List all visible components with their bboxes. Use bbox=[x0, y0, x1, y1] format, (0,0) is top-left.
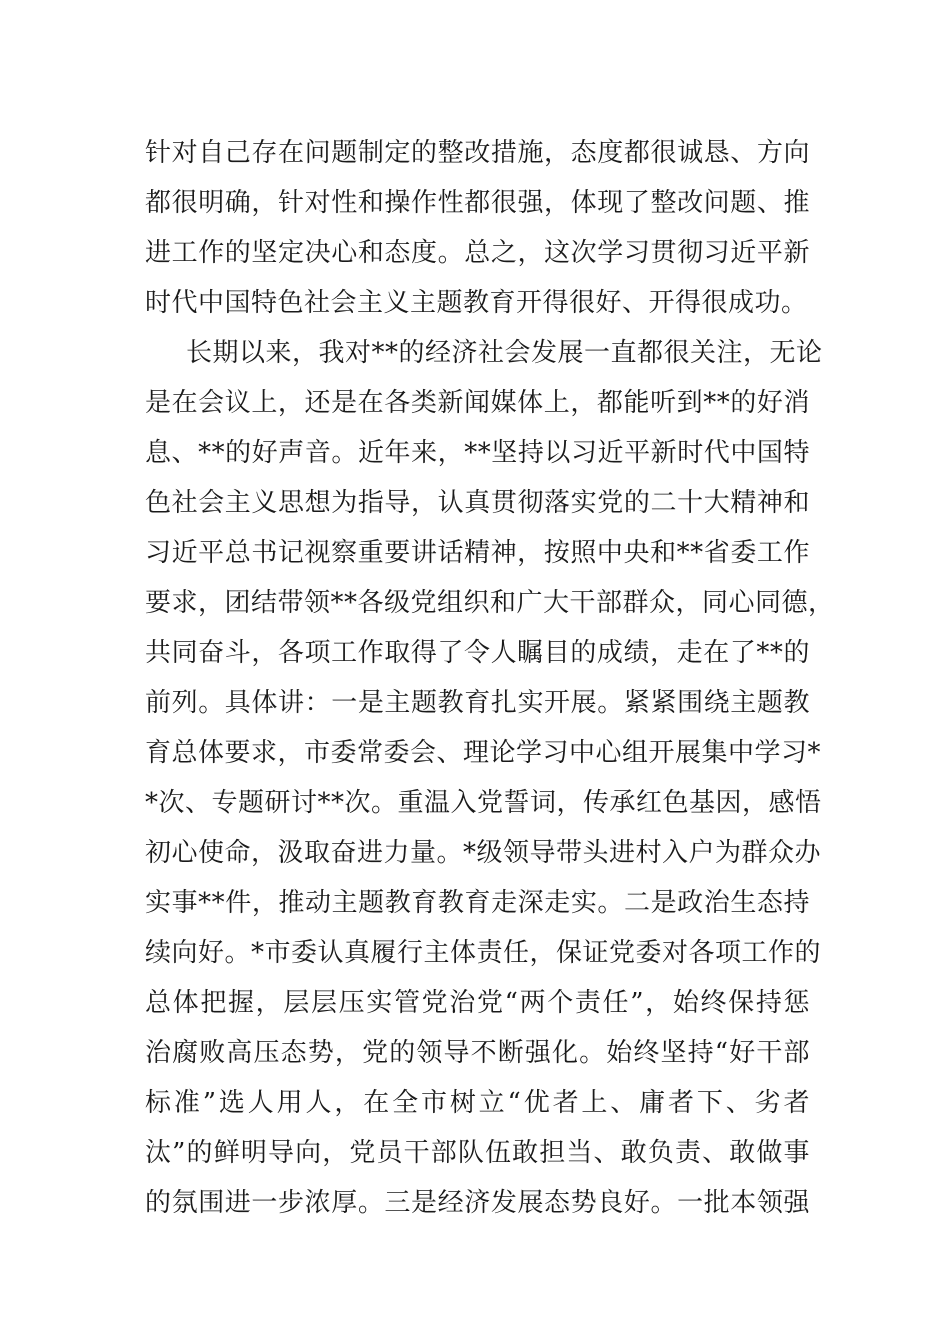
text-line: 是在会议上，还是在各类新闻媒体上，都能听到**的好消 bbox=[145, 388, 810, 418]
text-line: 标准”选人用人，在全市树立“优者上、庸者下、劣者 bbox=[145, 1088, 810, 1118]
text-line: 要求，团结带领**各级党组织和广大干部群众，同心同德， bbox=[145, 588, 835, 618]
text-line: 息、**的好声音。近年来，**坚持以习近平新时代中国特 bbox=[145, 438, 810, 468]
text-line: 初心使命，汲取奋进力量。*级领导带头进村入户为群众办 bbox=[145, 838, 822, 868]
text-line: 的氛围进一步浓厚。三是经济发展态势良好。一批本领强 bbox=[145, 1188, 810, 1218]
text-line: 时代中国特色社会主义主题教育开得很好、开得很成功。 bbox=[145, 288, 808, 318]
text-line: 育总体要求，市委常委会、理论学习中心组开展集中学习* bbox=[145, 738, 822, 768]
text-line: 汰”的鲜明导向，党员干部队伍敢担当、敢负责、敢做事 bbox=[145, 1138, 810, 1168]
text-line: *次、专题研讨**次。重温入党誓词，传承红色基因，感悟 bbox=[145, 788, 822, 818]
text-line: 总体把握，层层压实管党治党“两个责任”，始终保持惩 bbox=[145, 988, 810, 1018]
text-line: 前列。具体讲：一是主题教育扎实开展。紧紧围绕主题教 bbox=[145, 688, 810, 718]
paragraph-first-line: 长期以来，我对**的经济社会发展一直都很关注，无论 bbox=[186, 338, 823, 368]
text-line: 都很明确，针对性和操作性都很强，体现了整改问题、推 bbox=[145, 188, 810, 218]
text-line: 进工作的坚定决心和态度。总之，这次学习贯彻习近平新 bbox=[145, 238, 810, 268]
text-line: 续向好。*市委认真履行主体责任，保证党委对各项工作的 bbox=[145, 938, 822, 968]
text-line: 针对自己存在问题制定的整改措施，态度都很诚恳、方向 bbox=[145, 138, 810, 168]
text-line: 色社会主义思想为指导，认真贯彻落实党的二十大精神和 bbox=[145, 488, 810, 518]
text-line: 习近平总书记视察重要讲话精神，按照中央和**省委工作 bbox=[145, 538, 810, 568]
text-line: 共同奋斗，各项工作取得了令人瞩目的成绩，走在了**的 bbox=[145, 638, 810, 668]
text-line: 治腐败高压态势，党的领导不断强化。始终坚持“好干部 bbox=[145, 1038, 810, 1068]
text-line: 实事**件，推动主题教育教育走深走实。二是政治生态持 bbox=[145, 888, 810, 918]
